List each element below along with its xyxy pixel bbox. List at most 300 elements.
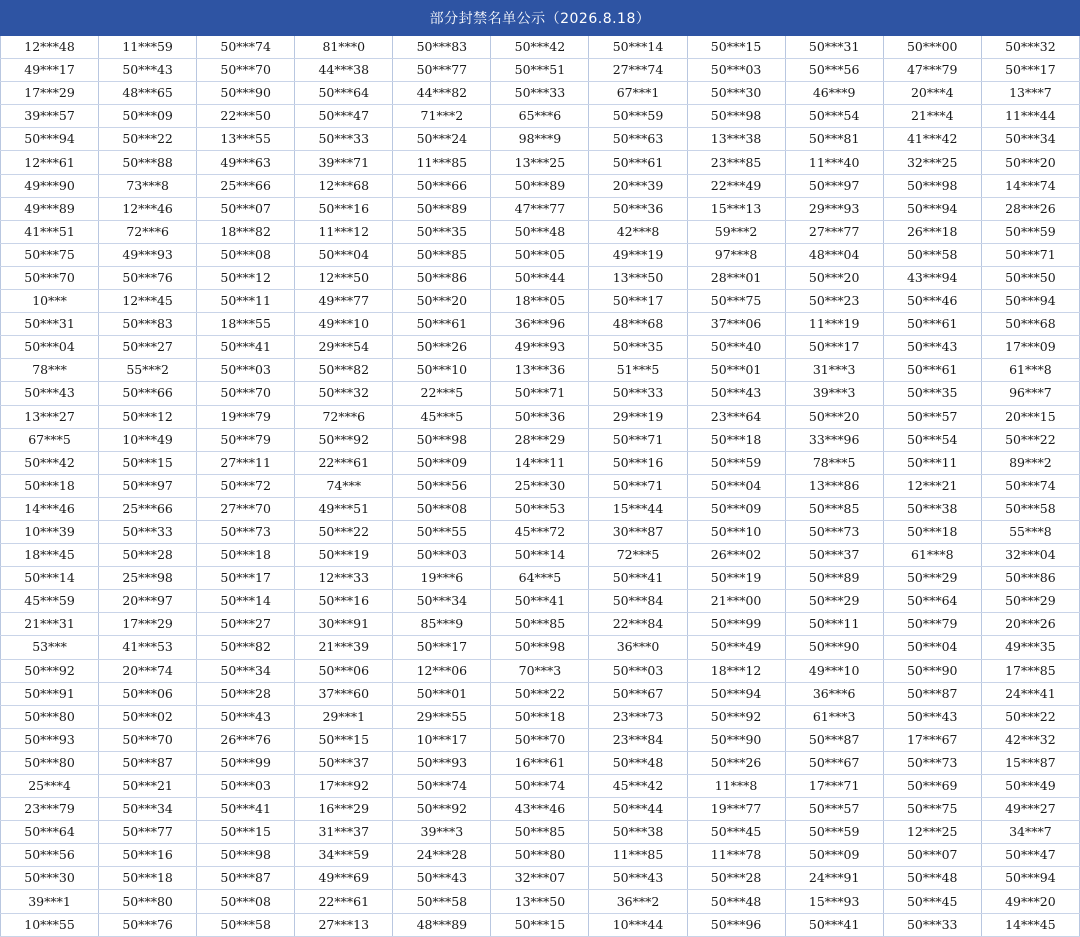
table-cell: 49***93 xyxy=(491,336,589,359)
table-cell: 50***16 xyxy=(295,590,393,613)
table-cell: 50***80 xyxy=(491,844,589,867)
table-cell: 50***34 xyxy=(197,659,295,682)
table-cell: 61***3 xyxy=(785,705,883,728)
table-row xyxy=(1,336,1080,359)
table-cell: 50***34 xyxy=(393,590,491,613)
table-cell: 50***61 xyxy=(589,151,687,174)
table-cell: 13***27 xyxy=(1,405,99,428)
table-cell: 50***37 xyxy=(295,751,393,774)
table-cell: 50***94 xyxy=(1,128,99,151)
table-cell: 13***7 xyxy=(981,82,1079,105)
page-title: 部分封禁名单公示（2026.8.18） xyxy=(429,11,651,27)
table-cell: 50***97 xyxy=(99,474,197,497)
table-cell: 50***43 xyxy=(1,382,99,405)
table-cell: 23***73 xyxy=(589,705,687,728)
table-cell: 22***84 xyxy=(589,613,687,636)
table-cell: 61***8 xyxy=(883,544,981,567)
table-cell: 50***41 xyxy=(589,567,687,590)
table-cell: 50***71 xyxy=(589,428,687,451)
table-cell: 11***12 xyxy=(295,220,393,243)
table-cell: 27***70 xyxy=(197,497,295,520)
table-cell: 19***79 xyxy=(197,405,295,428)
table-cell: 50***10 xyxy=(687,520,785,543)
table-cell: 50***59 xyxy=(981,220,1079,243)
table-cell: 32***04 xyxy=(981,544,1079,567)
table-cell: 50***44 xyxy=(589,798,687,821)
table-cell: 50***18 xyxy=(197,544,295,567)
table-cell: 50***70 xyxy=(491,728,589,751)
table-cell: 23***84 xyxy=(589,728,687,751)
table-cell: 50***61 xyxy=(883,313,981,336)
table-cell: 50***83 xyxy=(393,36,491,59)
table-cell: 50***30 xyxy=(687,82,785,105)
table-cell: 50***90 xyxy=(785,636,883,659)
table-cell: 50***90 xyxy=(197,82,295,105)
table-cell: 10*** xyxy=(1,290,99,313)
table-row xyxy=(1,659,1080,682)
table-cell: 50***09 xyxy=(99,105,197,128)
table-cell: 50***22 xyxy=(295,520,393,543)
table-cell: 72***6 xyxy=(295,405,393,428)
table-cell: 10***44 xyxy=(589,913,687,936)
table-cell: 50***33 xyxy=(491,82,589,105)
table-cell: 48***89 xyxy=(393,913,491,936)
table-cell: 50***82 xyxy=(197,636,295,659)
table-cell: 22***50 xyxy=(197,105,295,128)
table-cell: 25***30 xyxy=(491,474,589,497)
table-cell: 50***84 xyxy=(589,590,687,613)
table-row xyxy=(1,243,1080,266)
table-cell: 50***10 xyxy=(393,359,491,382)
table-row xyxy=(1,844,1080,867)
table-row xyxy=(1,613,1080,636)
table-cell: 49***19 xyxy=(589,243,687,266)
table-cell: 13***50 xyxy=(491,890,589,913)
table-cell: 50***03 xyxy=(393,544,491,567)
table-cell: 10***39 xyxy=(1,520,99,543)
table-cell: 49***69 xyxy=(295,867,393,890)
table-cell: 50***37 xyxy=(785,544,883,567)
table-cell: 50***58 xyxy=(197,913,295,936)
table-cell: 50***28 xyxy=(197,682,295,705)
table-cell: 50***27 xyxy=(197,613,295,636)
table-cell: 50***77 xyxy=(99,821,197,844)
table-cell: 50***47 xyxy=(981,844,1079,867)
table-cell: 49***89 xyxy=(1,197,99,220)
table-cell: 50***17 xyxy=(393,636,491,659)
table-cell: 50***98 xyxy=(393,428,491,451)
table-cell: 25***66 xyxy=(197,174,295,197)
table-cell: 50***64 xyxy=(883,590,981,613)
table-cell: 50***80 xyxy=(99,890,197,913)
table-row xyxy=(1,174,1080,197)
table-cell: 50***83 xyxy=(99,313,197,336)
table-cell: 27***77 xyxy=(785,220,883,243)
table-cell: 22***61 xyxy=(295,890,393,913)
table-cell: 50***71 xyxy=(589,474,687,497)
table-cell: 18***45 xyxy=(1,544,99,567)
table-cell: 27***13 xyxy=(295,913,393,936)
table-cell: 12***21 xyxy=(883,474,981,497)
table-cell: 50***57 xyxy=(883,405,981,428)
table-cell: 21***39 xyxy=(295,636,393,659)
table-cell: 39***57 xyxy=(1,105,99,128)
table-cell: 50***35 xyxy=(393,220,491,243)
table-cell: 48***04 xyxy=(785,243,883,266)
table-row xyxy=(1,451,1080,474)
table-cell: 50***01 xyxy=(687,359,785,382)
table-cell: 29***19 xyxy=(589,405,687,428)
table-row xyxy=(1,36,1080,59)
table-cell: 64***5 xyxy=(491,567,589,590)
table-cell: 50***15 xyxy=(197,821,295,844)
table-cell: 34***59 xyxy=(295,844,393,867)
table-cell: 21***4 xyxy=(883,105,981,128)
ban-list-table-body xyxy=(1,36,1080,936)
table-cell: 18***12 xyxy=(687,659,785,682)
table-cell: 14***74 xyxy=(981,174,1079,197)
table-row xyxy=(1,636,1080,659)
table-cell: 43***46 xyxy=(491,798,589,821)
table-cell: 50***70 xyxy=(197,382,295,405)
table-row xyxy=(1,751,1080,774)
table-cell: 12***48 xyxy=(1,36,99,59)
table-cell: 50***20 xyxy=(393,290,491,313)
table-cell: 28***26 xyxy=(981,197,1079,220)
table-cell: 50***16 xyxy=(589,451,687,474)
table-cell: 49***20 xyxy=(981,890,1079,913)
table-cell: 45***42 xyxy=(589,775,687,798)
table-cell: 50***88 xyxy=(99,151,197,174)
table-cell: 50***61 xyxy=(393,313,491,336)
table-cell: 50***27 xyxy=(99,336,197,359)
table-cell: 50***28 xyxy=(99,544,197,567)
table-cell: 51***5 xyxy=(589,359,687,382)
table-cell: 50***94 xyxy=(687,682,785,705)
table-cell: 50***66 xyxy=(393,174,491,197)
table-cell: 50***22 xyxy=(491,682,589,705)
table-cell: 50***36 xyxy=(491,405,589,428)
table-row xyxy=(1,313,1080,336)
table-cell: 48***65 xyxy=(99,82,197,105)
table-cell: 47***77 xyxy=(491,197,589,220)
table-cell: 50***15 xyxy=(491,913,589,936)
table-cell: 11***19 xyxy=(785,313,883,336)
table-cell: 71***2 xyxy=(393,105,491,128)
table-row xyxy=(1,682,1080,705)
table-cell: 45***59 xyxy=(1,590,99,613)
table-cell: 10***49 xyxy=(99,428,197,451)
table-cell: 10***17 xyxy=(393,728,491,751)
table-cell: 50***03 xyxy=(687,59,785,82)
table-cell: 23***85 xyxy=(687,151,785,174)
table-cell: 50***97 xyxy=(785,174,883,197)
table-row xyxy=(1,405,1080,428)
table-cell: 26***76 xyxy=(197,728,295,751)
table-cell: 50***73 xyxy=(197,520,295,543)
table-row xyxy=(1,913,1080,936)
table-cell: 10***55 xyxy=(1,913,99,936)
table-cell: 50***33 xyxy=(883,913,981,936)
table-cell: 78*** xyxy=(1,359,99,382)
table-cell: 74*** xyxy=(295,474,393,497)
table-row xyxy=(1,151,1080,174)
table-cell: 23***64 xyxy=(687,405,785,428)
table-cell: 50***85 xyxy=(393,243,491,266)
table-cell: 50***41 xyxy=(197,336,295,359)
table-cell: 50***16 xyxy=(99,844,197,867)
table-cell: 50***15 xyxy=(687,36,785,59)
table-cell: 50***22 xyxy=(99,128,197,151)
table-cell: 50***18 xyxy=(687,428,785,451)
table-cell: 50***58 xyxy=(883,243,981,266)
table-cell: 50***06 xyxy=(99,682,197,705)
table-cell: 50***50 xyxy=(981,266,1079,289)
table-cell: 15***13 xyxy=(687,197,785,220)
table-cell: 33***96 xyxy=(785,428,883,451)
table-cell: 24***41 xyxy=(981,682,1079,705)
table-cell: 50***42 xyxy=(491,36,589,59)
table-cell: 50***51 xyxy=(491,59,589,82)
table-cell: 50***04 xyxy=(687,474,785,497)
table-row xyxy=(1,266,1080,289)
table-cell: 50***79 xyxy=(883,613,981,636)
table-cell: 50***41 xyxy=(197,798,295,821)
table-cell: 18***82 xyxy=(197,220,295,243)
table-cell: 50***61 xyxy=(883,359,981,382)
table-cell: 50***11 xyxy=(883,451,981,474)
table-cell: 50***46 xyxy=(883,290,981,313)
table-cell: 50***21 xyxy=(99,775,197,798)
table-cell: 50***59 xyxy=(785,821,883,844)
table-row xyxy=(1,59,1080,82)
ban-list-table xyxy=(0,36,1080,937)
table-cell: 97***8 xyxy=(687,243,785,266)
table-row xyxy=(1,359,1080,382)
table-cell: 50***22 xyxy=(981,428,1079,451)
table-cell: 50***31 xyxy=(1,313,99,336)
table-cell: 50***68 xyxy=(981,313,1079,336)
table-cell: 27***11 xyxy=(197,451,295,474)
table-cell: 50***07 xyxy=(883,844,981,867)
table-cell: 50***17 xyxy=(785,336,883,359)
table-cell: 16***29 xyxy=(295,798,393,821)
table-cell: 50***08 xyxy=(197,890,295,913)
table-cell: 47***79 xyxy=(883,59,981,82)
table-cell: 50***29 xyxy=(883,567,981,590)
table-cell: 14***46 xyxy=(1,497,99,520)
table-cell: 24***28 xyxy=(393,844,491,867)
table-cell: 50***71 xyxy=(491,382,589,405)
table-cell: 11***59 xyxy=(99,36,197,59)
table-cell: 13***86 xyxy=(785,474,883,497)
table-cell: 50***85 xyxy=(491,821,589,844)
table-cell: 50***48 xyxy=(491,220,589,243)
table-cell: 50***55 xyxy=(393,520,491,543)
table-cell: 50***73 xyxy=(883,751,981,774)
table-cell: 45***72 xyxy=(491,520,589,543)
table-cell: 50***92 xyxy=(393,798,491,821)
table-cell: 48***68 xyxy=(589,313,687,336)
table-cell: 50***15 xyxy=(99,451,197,474)
table-cell: 29***55 xyxy=(393,705,491,728)
table-cell: 21***00 xyxy=(687,590,785,613)
table-cell: 50***76 xyxy=(99,266,197,289)
table-cell: 22***61 xyxy=(295,451,393,474)
table-cell: 50***77 xyxy=(393,59,491,82)
table-cell: 50***87 xyxy=(785,728,883,751)
table-cell: 13***36 xyxy=(491,359,589,382)
table-cell: 50***41 xyxy=(785,913,883,936)
table-cell: 50***35 xyxy=(883,382,981,405)
table-cell: 50***43 xyxy=(883,336,981,359)
table-cell: 50***94 xyxy=(981,867,1079,890)
table-cell: 50***74 xyxy=(981,474,1079,497)
table-cell: 50***70 xyxy=(197,59,295,82)
table-cell: 50***07 xyxy=(197,197,295,220)
table-cell: 49***10 xyxy=(295,313,393,336)
table-cell: 50***98 xyxy=(687,105,785,128)
table-cell: 17***67 xyxy=(883,728,981,751)
table-cell: 50***19 xyxy=(687,567,785,590)
table-cell: 70***3 xyxy=(491,659,589,682)
table-cell: 50***43 xyxy=(883,705,981,728)
table-cell: 49***51 xyxy=(295,497,393,520)
table-cell: 50***64 xyxy=(1,821,99,844)
table-cell: 50***85 xyxy=(785,497,883,520)
table-cell: 42***32 xyxy=(981,728,1079,751)
table-row xyxy=(1,867,1080,890)
table-cell: 43***94 xyxy=(883,266,981,289)
table-cell: 50***03 xyxy=(589,659,687,682)
table-cell: 11***78 xyxy=(687,844,785,867)
table-cell: 50***94 xyxy=(883,197,981,220)
table-cell: 15***93 xyxy=(785,890,883,913)
table-cell: 50***54 xyxy=(785,105,883,128)
table-cell: 50***43 xyxy=(99,59,197,82)
table-cell: 50***22 xyxy=(981,705,1079,728)
table-cell: 50***16 xyxy=(295,197,393,220)
table-cell: 28***01 xyxy=(687,266,785,289)
table-cell: 50***59 xyxy=(687,451,785,474)
table-cell: 11***44 xyxy=(981,105,1079,128)
table-cell: 50***93 xyxy=(393,751,491,774)
table-cell: 50***70 xyxy=(99,728,197,751)
table-cell: 50***87 xyxy=(883,682,981,705)
table-cell: 50***01 xyxy=(393,682,491,705)
table-cell: 50***45 xyxy=(687,821,785,844)
table-cell: 50***67 xyxy=(785,751,883,774)
table-cell: 13***50 xyxy=(589,266,687,289)
table-cell: 50***76 xyxy=(99,913,197,936)
table-cell: 13***38 xyxy=(687,128,785,151)
table-cell: 49***93 xyxy=(99,243,197,266)
table-cell: 50***38 xyxy=(883,497,981,520)
table-cell: 31***37 xyxy=(295,821,393,844)
table-cell: 16***61 xyxy=(491,751,589,774)
table-cell: 18***05 xyxy=(491,290,589,313)
table-cell: 11***85 xyxy=(393,151,491,174)
table-cell: 85***9 xyxy=(393,613,491,636)
table-cell: 50***32 xyxy=(981,36,1079,59)
table-cell: 29***93 xyxy=(785,197,883,220)
table-cell: 49***63 xyxy=(197,151,295,174)
table-cell: 50***67 xyxy=(589,682,687,705)
table-cell: 50***99 xyxy=(197,751,295,774)
table-cell: 29***54 xyxy=(295,336,393,359)
table-cell: 22***49 xyxy=(687,174,785,197)
table-cell: 49***77 xyxy=(295,290,393,313)
table-cell: 50***90 xyxy=(687,728,785,751)
table-cell: 53*** xyxy=(1,636,99,659)
table-cell: 50***18 xyxy=(99,867,197,890)
table-cell: 28***29 xyxy=(491,428,589,451)
table-cell: 25***98 xyxy=(99,567,197,590)
table-cell: 50***82 xyxy=(295,359,393,382)
table-cell: 50***18 xyxy=(883,520,981,543)
table-cell: 17***85 xyxy=(981,659,1079,682)
table-cell: 61***8 xyxy=(981,359,1079,382)
table-cell: 44***82 xyxy=(393,82,491,105)
table-cell: 50***29 xyxy=(981,590,1079,613)
table-cell: 46***9 xyxy=(785,82,883,105)
table-cell: 50***23 xyxy=(785,290,883,313)
table-cell: 50***12 xyxy=(99,405,197,428)
table-cell: 50***71 xyxy=(981,243,1079,266)
table-cell: 50***43 xyxy=(197,705,295,728)
table-cell: 50***80 xyxy=(1,705,99,728)
table-cell: 36***2 xyxy=(589,890,687,913)
table-cell: 20***15 xyxy=(981,405,1079,428)
table-cell: 50***48 xyxy=(589,751,687,774)
table-cell: 50***74 xyxy=(197,36,295,59)
table-cell: 50***04 xyxy=(883,636,981,659)
table-cell: 11***8 xyxy=(687,775,785,798)
table-cell: 31***3 xyxy=(785,359,883,382)
table-cell: 12***68 xyxy=(295,174,393,197)
table-cell: 50***19 xyxy=(295,544,393,567)
table-cell: 50***92 xyxy=(687,705,785,728)
table-cell: 17***29 xyxy=(1,82,99,105)
table-cell: 50***54 xyxy=(883,428,981,451)
table-cell: 50***90 xyxy=(883,659,981,682)
table-cell: 50***24 xyxy=(393,128,491,151)
table-cell: 50***17 xyxy=(589,290,687,313)
table-cell: 50***09 xyxy=(393,451,491,474)
table-cell: 13***25 xyxy=(491,151,589,174)
table-cell: 50***20 xyxy=(785,266,883,289)
table-cell: 50***89 xyxy=(393,197,491,220)
table-cell: 50***87 xyxy=(197,867,295,890)
table-cell: 50***43 xyxy=(393,867,491,890)
table-cell: 50***92 xyxy=(295,428,393,451)
table-cell: 50***73 xyxy=(785,520,883,543)
table-cell: 50***87 xyxy=(99,751,197,774)
table-cell: 19***6 xyxy=(393,567,491,590)
table-cell: 50***08 xyxy=(197,243,295,266)
table-cell: 14***45 xyxy=(981,913,1079,936)
table-cell: 50***43 xyxy=(589,867,687,890)
table-cell: 39***3 xyxy=(785,382,883,405)
table-cell: 50***09 xyxy=(785,844,883,867)
table-cell: 17***92 xyxy=(295,775,393,798)
table-cell: 50***99 xyxy=(687,613,785,636)
table-cell: 18***55 xyxy=(197,313,295,336)
table-cell: 50***58 xyxy=(981,497,1079,520)
table-cell: 50***93 xyxy=(1,728,99,751)
table-cell: 50***40 xyxy=(687,336,785,359)
table-cell: 50***11 xyxy=(785,613,883,636)
